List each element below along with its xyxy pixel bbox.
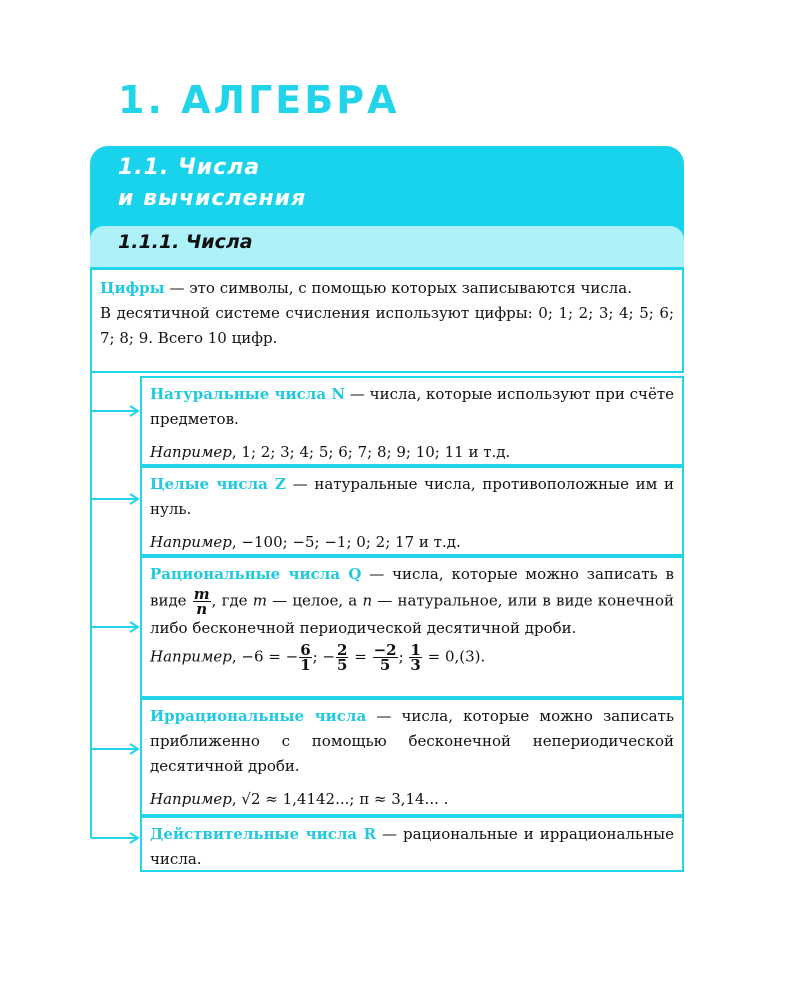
digits-term: Цифры bbox=[100, 279, 165, 297]
natural-definition bbox=[150, 382, 674, 432]
section-title-line1: 1.1. Числа bbox=[118, 155, 261, 180]
example-label: Например bbox=[150, 790, 232, 808]
rational-def-text: — числа, которые можно записать в виде bbox=[150, 565, 674, 610]
chapter-title: 1. АЛГЕБРА bbox=[118, 78, 400, 122]
irrational-example bbox=[150, 787, 674, 812]
example-label: Например bbox=[150, 443, 232, 461]
decimal-system-text: В десятичной системе счисления используют цифры: 0; 1; 2; 3; 4; 5; 6; 7; 8; 9. Всего 10 цифр. bbox=[100, 304, 674, 347]
fraction: $\frac{1}{3}$ bbox=[410, 641, 421, 674]
arrow-natural bbox=[91, 406, 138, 416]
natural-def-text: — числа, которые используют при счёте предметов. bbox=[150, 385, 674, 428]
irrational-numbers-box bbox=[140, 698, 684, 816]
real-numbers-box bbox=[140, 816, 684, 872]
rational-definition: Рациональные числа Q — числа, которые можно записать в виде $\frac{m}{n}$ , где m — целое, а n — натуральное, или в виде конечной либо бесконечной периодической десятичной дроби. bbox=[150, 565, 674, 637]
real-term: Действительные числа R bbox=[150, 825, 377, 843]
natural-example bbox=[150, 440, 674, 465]
irrational-definition bbox=[150, 704, 674, 779]
natural-term: Натуральные числа N bbox=[150, 385, 346, 403]
section-title-line2: и вычисления bbox=[118, 186, 307, 211]
arrow-rational bbox=[91, 622, 138, 632]
integer-def-text: — натуральные числа, противоположные им и нуль. bbox=[150, 475, 675, 518]
example-label: Например bbox=[150, 647, 232, 666]
integer-example bbox=[150, 530, 674, 555]
fraction: $\frac{2}{5}$ bbox=[337, 641, 348, 674]
integer-definition bbox=[150, 472, 674, 522]
arrow-real bbox=[91, 833, 138, 843]
fraction: $\frac{6}{1}$ bbox=[300, 641, 311, 674]
fraction-m-n: $\frac{m}{n}$ bbox=[193, 585, 210, 618]
irrational-term: Иррациональные числа bbox=[150, 707, 367, 725]
digits-text: — это символы, с помощью которых записываются числа. bbox=[164, 279, 632, 297]
integer-numbers-box bbox=[140, 466, 684, 556]
natural-example-text: , 1; 2; 3; 4; 5; 6; 7; 8; 9; 10; 11 и т.д. bbox=[231, 443, 511, 461]
irrational-def-text: — числа, которые можно записать приближенно с помощью бесконечной непериодической десятичной дроби. bbox=[150, 707, 674, 775]
rational-example: Например, −6 = − $\frac{6}{1}$ ; − $\frac{2}{5}$ = $\frac{-2}{5}$ ; $\frac{1}{3}$ = 0,(3). bbox=[150, 641, 486, 674]
rational-numbers-box bbox=[140, 556, 684, 698]
irrational-example-text: , √2 ≈ 1,4142...; π ≈ 3,14... . bbox=[231, 790, 449, 808]
real-def-text: — рациональные и иррациональные числа. bbox=[150, 825, 674, 868]
integer-example-text: , −100; −5; −1; 0; 2; 17 и т.д. bbox=[231, 533, 461, 551]
rational-term: Рациональные числа Q bbox=[150, 565, 362, 583]
arrow-irrational bbox=[91, 744, 138, 754]
subsection-title: 1.1.1. Числа bbox=[118, 231, 253, 253]
real-definition bbox=[150, 822, 674, 872]
example-label: Например bbox=[150, 533, 232, 551]
natural-numbers-box bbox=[140, 376, 684, 466]
arrow-integer bbox=[91, 494, 138, 504]
fraction: $\frac{-2}{5}$ bbox=[373, 641, 397, 674]
integer-term: Целые числа Z bbox=[150, 475, 286, 493]
